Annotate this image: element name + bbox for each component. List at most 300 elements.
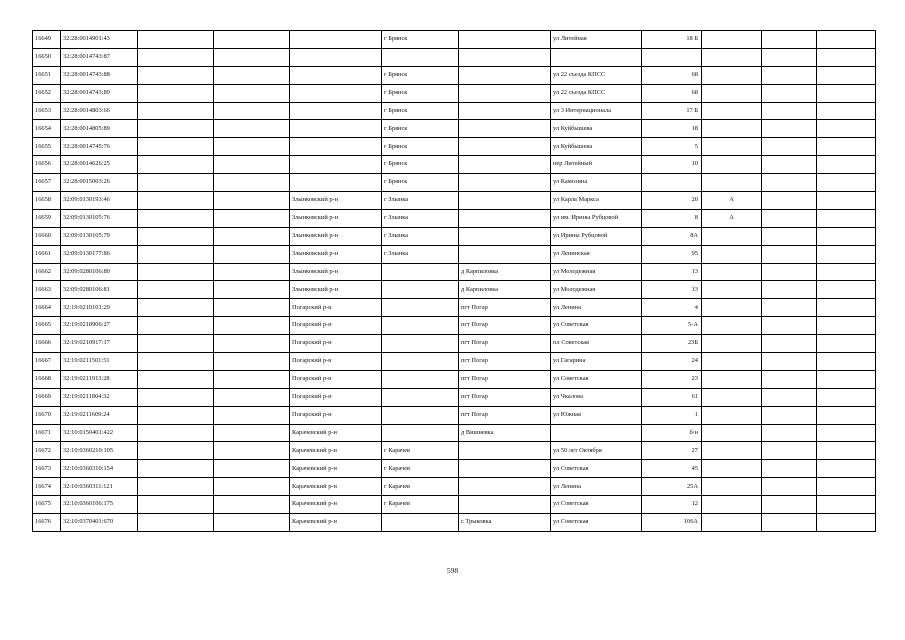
cell-city: г Злынка xyxy=(382,209,459,227)
table-row xyxy=(33,460,876,478)
cell-locality xyxy=(459,478,551,496)
cell-district: Погарский р-н xyxy=(290,353,382,371)
cell-letter xyxy=(702,102,762,120)
cell-city: г Брянск xyxy=(382,31,459,49)
cell-no: 16668 xyxy=(33,370,61,388)
cell-district xyxy=(290,48,382,66)
cell-street xyxy=(551,48,642,66)
cell-c12 xyxy=(817,496,876,514)
cell-c12 xyxy=(817,156,876,174)
cell-c4 xyxy=(214,442,290,460)
table-row xyxy=(33,156,876,174)
cell-c4 xyxy=(214,245,290,263)
cell-house xyxy=(642,48,702,66)
table-row xyxy=(33,245,876,263)
cell-c3 xyxy=(138,31,214,49)
cell-locality: пгт Погар xyxy=(459,370,551,388)
cell-district xyxy=(290,102,382,120)
cell-street: ул Советская xyxy=(551,514,642,532)
table-row xyxy=(33,424,876,442)
cell-locality xyxy=(459,209,551,227)
cell-district: Злынковский р-н xyxy=(290,192,382,210)
cell-letter xyxy=(702,138,762,156)
cell-city: г Карачев xyxy=(382,478,459,496)
cell-letter xyxy=(702,156,762,174)
cell-district: Погарский р-н xyxy=(290,388,382,406)
cell-c11 xyxy=(762,406,817,424)
cell-house: 8А xyxy=(642,227,702,245)
cell-c4 xyxy=(214,335,290,353)
cell-locality: пгт Погар xyxy=(459,317,551,335)
cell-cadastral: 32:09:0280106:80 xyxy=(61,263,138,281)
cell-c12 xyxy=(817,442,876,460)
table-row xyxy=(33,406,876,424)
cell-locality xyxy=(459,192,551,210)
cell-c4 xyxy=(214,227,290,245)
cell-c12 xyxy=(817,209,876,227)
cell-city: г Брянск xyxy=(382,84,459,102)
cell-no: 16651 xyxy=(33,66,61,84)
registry-table xyxy=(32,30,876,532)
cell-locality xyxy=(459,227,551,245)
cell-street xyxy=(551,424,642,442)
cell-no: 16659 xyxy=(33,209,61,227)
cell-locality: д Карпиловка xyxy=(459,263,551,281)
cell-c3 xyxy=(138,370,214,388)
cell-c12 xyxy=(817,299,876,317)
table-row xyxy=(33,496,876,514)
cell-street: ул Ленина xyxy=(551,299,642,317)
cell-letter xyxy=(702,317,762,335)
cell-street: ул 50 лет Октября xyxy=(551,442,642,460)
cell-district: Злынковский р-н xyxy=(290,245,382,263)
table-row xyxy=(33,227,876,245)
cell-c3 xyxy=(138,353,214,371)
cell-house: 25А xyxy=(642,478,702,496)
cell-c3 xyxy=(138,245,214,263)
table-row xyxy=(33,174,876,192)
cell-street: ул Куйбышева xyxy=(551,120,642,138)
cell-cadastral: 32:09:0130105:79 xyxy=(61,227,138,245)
cell-house: 13 xyxy=(642,263,702,281)
cell-district xyxy=(290,66,382,84)
cell-c12 xyxy=(817,120,876,138)
table-row xyxy=(33,514,876,532)
table-row xyxy=(33,66,876,84)
cell-c11 xyxy=(762,209,817,227)
cell-district: Злынковский р-н xyxy=(290,263,382,281)
cell-cadastral: 32:10:0370401:670 xyxy=(61,514,138,532)
cell-street: ул Советская xyxy=(551,460,642,478)
cell-c4 xyxy=(214,353,290,371)
cell-letter xyxy=(702,460,762,478)
cell-c12 xyxy=(817,388,876,406)
cell-street: ул Молодежная xyxy=(551,263,642,281)
cell-no: 16652 xyxy=(33,84,61,102)
cell-street: ул им. Ирины Рубцовой xyxy=(551,209,642,227)
cell-no: 16673 xyxy=(33,460,61,478)
cell-c11 xyxy=(762,245,817,263)
cell-c11 xyxy=(762,370,817,388)
cell-district: Карачевский р-н xyxy=(290,424,382,442)
table-row xyxy=(33,31,876,49)
cell-cadastral: 32:28:0014745:76 xyxy=(61,138,138,156)
cell-letter xyxy=(702,496,762,514)
cell-c3 xyxy=(138,478,214,496)
cell-c3 xyxy=(138,138,214,156)
cell-c11 xyxy=(762,299,817,317)
cell-district: Погарский р-н xyxy=(290,299,382,317)
cell-c12 xyxy=(817,84,876,102)
cell-locality: пгт Погар xyxy=(459,353,551,371)
cell-letter xyxy=(702,442,762,460)
cell-locality xyxy=(459,245,551,263)
cell-house: б/н xyxy=(642,424,702,442)
cell-house: 13 xyxy=(642,281,702,299)
cell-no: 16667 xyxy=(33,353,61,371)
cell-c12 xyxy=(817,245,876,263)
cell-c3 xyxy=(138,48,214,66)
cell-cadastral: 32:28:0014901:43 xyxy=(61,31,138,49)
cell-c3 xyxy=(138,442,214,460)
cell-cadastral: 32:28:0014626:25 xyxy=(61,156,138,174)
cell-letter xyxy=(702,406,762,424)
cell-c3 xyxy=(138,281,214,299)
cell-c11 xyxy=(762,460,817,478)
cell-cadastral: 32:19:0210906:27 xyxy=(61,317,138,335)
cell-c11 xyxy=(762,514,817,532)
cell-c12 xyxy=(817,281,876,299)
cell-c12 xyxy=(817,138,876,156)
cell-c12 xyxy=(817,514,876,532)
cell-district: Карачевский р-н xyxy=(290,514,382,532)
cell-locality: пгт Погар xyxy=(459,299,551,317)
cell-street: ул Советская xyxy=(551,317,642,335)
cell-cadastral: 32:09:0130193:46 xyxy=(61,192,138,210)
cell-no: 16665 xyxy=(33,317,61,335)
cell-c4 xyxy=(214,370,290,388)
table-row xyxy=(33,478,876,496)
cell-c12 xyxy=(817,370,876,388)
cell-letter xyxy=(702,335,762,353)
table-row xyxy=(33,209,876,227)
cell-street: ул Чкалова xyxy=(551,388,642,406)
cell-district xyxy=(290,31,382,49)
cell-city xyxy=(382,406,459,424)
cell-district xyxy=(290,174,382,192)
table-row xyxy=(33,263,876,281)
cell-street: ул Ленинская xyxy=(551,245,642,263)
cell-c11 xyxy=(762,317,817,335)
cell-letter xyxy=(702,120,762,138)
cell-c4 xyxy=(214,478,290,496)
cell-city xyxy=(382,335,459,353)
cell-letter xyxy=(702,263,762,281)
cell-city: г Брянск xyxy=(382,66,459,84)
cell-street: ул Ирины Рубцовой xyxy=(551,227,642,245)
cell-c4 xyxy=(214,66,290,84)
cell-c11 xyxy=(762,496,817,514)
cell-house: 18 xyxy=(642,120,702,138)
cell-locality xyxy=(459,102,551,120)
cell-house: 68 xyxy=(642,66,702,84)
cell-cadastral: 32:19:0210917:17 xyxy=(61,335,138,353)
cell-cadastral: 32:19:0211913:28 xyxy=(61,370,138,388)
cell-street: ул Литейная xyxy=(551,31,642,49)
cell-district: Злынковский р-н xyxy=(290,281,382,299)
cell-no: 16662 xyxy=(33,263,61,281)
cell-letter xyxy=(702,370,762,388)
cell-house: 18 Б xyxy=(642,31,702,49)
cell-c3 xyxy=(138,317,214,335)
cell-c12 xyxy=(817,174,876,192)
cell-c12 xyxy=(817,424,876,442)
cell-cadastral: 32:10:0360311:121 xyxy=(61,478,138,496)
cell-house: 5-А xyxy=(642,317,702,335)
cell-city: г Злынка xyxy=(382,245,459,263)
cell-locality: д Вишневка xyxy=(459,424,551,442)
cell-city: г Брянск xyxy=(382,174,459,192)
cell-c3 xyxy=(138,424,214,442)
cell-no: 16676 xyxy=(33,514,61,532)
cell-locality: пгт Погар xyxy=(459,335,551,353)
cell-house: 23 xyxy=(642,370,702,388)
cell-letter xyxy=(702,353,762,371)
cell-c12 xyxy=(817,263,876,281)
cell-c11 xyxy=(762,84,817,102)
cell-c4 xyxy=(214,317,290,335)
cell-c3 xyxy=(138,102,214,120)
cell-c12 xyxy=(817,31,876,49)
cell-cadastral: 32:28:0014743:87 xyxy=(61,48,138,66)
cell-c12 xyxy=(817,353,876,371)
cell-c4 xyxy=(214,174,290,192)
cell-street: ул Куйбышева xyxy=(551,138,642,156)
cell-c3 xyxy=(138,192,214,210)
cell-c3 xyxy=(138,66,214,84)
cell-house: 23Б xyxy=(642,335,702,353)
cell-letter: А xyxy=(702,192,762,210)
cell-cadastral: 32:10:0360210:105 xyxy=(61,442,138,460)
table-row xyxy=(33,317,876,335)
cell-house: 95 xyxy=(642,245,702,263)
cell-no: 16650 xyxy=(33,48,61,66)
cell-house: 45 xyxy=(642,460,702,478)
cell-street: ул 22 съезда КПСС xyxy=(551,84,642,102)
cell-c4 xyxy=(214,84,290,102)
cell-c4 xyxy=(214,31,290,49)
cell-c11 xyxy=(762,227,817,245)
cell-c11 xyxy=(762,31,817,49)
table-row xyxy=(33,299,876,317)
cell-city xyxy=(382,424,459,442)
cell-locality: пгт Погар xyxy=(459,388,551,406)
cell-city: г Злынка xyxy=(382,192,459,210)
cell-locality xyxy=(459,174,551,192)
cell-c3 xyxy=(138,209,214,227)
cell-city xyxy=(382,317,459,335)
cell-c3 xyxy=(138,460,214,478)
cell-no: 16661 xyxy=(33,245,61,263)
cell-no: 16669 xyxy=(33,388,61,406)
cell-c3 xyxy=(138,156,214,174)
cell-c4 xyxy=(214,192,290,210)
cell-district: Злынковский р-н xyxy=(290,209,382,227)
cell-house: 10 xyxy=(642,156,702,174)
cell-locality: с Трыковка xyxy=(459,514,551,532)
page-number: 598 xyxy=(446,566,459,575)
cell-city xyxy=(382,48,459,66)
cell-cadastral: 32:10:0150401:422 xyxy=(61,424,138,442)
cell-no: 16656 xyxy=(33,156,61,174)
cell-letter xyxy=(702,478,762,496)
cell-city xyxy=(382,514,459,532)
cell-c12 xyxy=(817,192,876,210)
cell-c3 xyxy=(138,263,214,281)
table-row xyxy=(33,442,876,460)
cell-cadastral: 32:19:0210101:29 xyxy=(61,299,138,317)
cell-cadastral: 32:09:0130177:86 xyxy=(61,245,138,263)
cell-cadastral: 32:28:0014743:89 xyxy=(61,84,138,102)
cell-locality xyxy=(459,442,551,460)
cell-district xyxy=(290,84,382,102)
cell-c3 xyxy=(138,174,214,192)
cell-district: Погарский р-н xyxy=(290,406,382,424)
cell-no: 16664 xyxy=(33,299,61,317)
cell-no: 16657 xyxy=(33,174,61,192)
cell-no: 16671 xyxy=(33,424,61,442)
cell-street: ул Молодежная xyxy=(551,281,642,299)
cell-c4 xyxy=(214,424,290,442)
cell-c11 xyxy=(762,263,817,281)
cell-c4 xyxy=(214,138,290,156)
cell-letter xyxy=(702,227,762,245)
cell-city xyxy=(382,370,459,388)
cell-c11 xyxy=(762,48,817,66)
cell-city: г Карачев xyxy=(382,460,459,478)
cell-c3 xyxy=(138,84,214,102)
cell-c11 xyxy=(762,120,817,138)
cell-c4 xyxy=(214,102,290,120)
cell-cadastral: 32:09:0280106:81 xyxy=(61,281,138,299)
cell-c11 xyxy=(762,102,817,120)
cell-house: 27 xyxy=(642,442,702,460)
cell-house: 106А xyxy=(642,514,702,532)
cell-c12 xyxy=(817,478,876,496)
cell-c4 xyxy=(214,156,290,174)
cell-c11 xyxy=(762,156,817,174)
cell-street: ул Советская xyxy=(551,496,642,514)
cell-no: 16675 xyxy=(33,496,61,514)
cell-locality: д Карпиловка xyxy=(459,281,551,299)
cell-city: г Брянск xyxy=(382,156,459,174)
cell-house: 1 xyxy=(642,406,702,424)
cell-no: 16672 xyxy=(33,442,61,460)
cell-house: 8 xyxy=(642,209,702,227)
table-row xyxy=(33,370,876,388)
cell-c11 xyxy=(762,66,817,84)
cell-letter xyxy=(702,84,762,102)
table-row xyxy=(33,102,876,120)
cell-c3 xyxy=(138,335,214,353)
table-row xyxy=(33,388,876,406)
cell-cadastral: 32:10:0360310:154 xyxy=(61,460,138,478)
cell-house: 61 xyxy=(642,388,702,406)
cell-district: Злынковский р-н xyxy=(290,227,382,245)
cell-district: Погарский р-н xyxy=(290,335,382,353)
cell-no: 16655 xyxy=(33,138,61,156)
cell-c4 xyxy=(214,263,290,281)
cell-c12 xyxy=(817,48,876,66)
cell-no: 16660 xyxy=(33,227,61,245)
cell-street: ул Ленина xyxy=(551,478,642,496)
cell-no: 16658 xyxy=(33,192,61,210)
cell-c3 xyxy=(138,496,214,514)
cell-c4 xyxy=(214,299,290,317)
cell-house: 5 xyxy=(642,138,702,156)
cell-street: ул 3 Интернационала xyxy=(551,102,642,120)
cell-c11 xyxy=(762,478,817,496)
cell-city: г Брянск xyxy=(382,138,459,156)
cell-street: ул Камозина xyxy=(551,174,642,192)
table-row xyxy=(33,281,876,299)
cell-locality xyxy=(459,84,551,102)
cell-no: 16653 xyxy=(33,102,61,120)
cell-c4 xyxy=(214,460,290,478)
cell-locality xyxy=(459,48,551,66)
cell-letter: А xyxy=(702,209,762,227)
cell-letter xyxy=(702,66,762,84)
cell-c3 xyxy=(138,227,214,245)
cell-locality xyxy=(459,120,551,138)
cell-city xyxy=(382,281,459,299)
cell-c11 xyxy=(762,281,817,299)
cell-c11 xyxy=(762,442,817,460)
cell-city xyxy=(382,388,459,406)
cell-c4 xyxy=(214,281,290,299)
cell-house xyxy=(642,174,702,192)
cell-cadastral: 32:28:0014803:66 xyxy=(61,102,138,120)
cell-letter xyxy=(702,388,762,406)
cell-city xyxy=(382,263,459,281)
cell-c12 xyxy=(817,335,876,353)
cell-street: пер Литейный xyxy=(551,156,642,174)
cell-cadastral: 32:19:0211501:51 xyxy=(61,353,138,371)
cell-cadastral: 32:28:0014805:89 xyxy=(61,120,138,138)
cell-district: Карачевский р-н xyxy=(290,460,382,478)
cell-c12 xyxy=(817,317,876,335)
cell-locality: пгт Погар xyxy=(459,406,551,424)
cell-locality xyxy=(459,496,551,514)
cell-c12 xyxy=(817,227,876,245)
cell-house: 68 xyxy=(642,84,702,102)
cell-c3 xyxy=(138,514,214,532)
cell-cadastral: 32:19:0211804:32 xyxy=(61,388,138,406)
cell-city xyxy=(382,353,459,371)
cell-c4 xyxy=(214,120,290,138)
cell-letter xyxy=(702,424,762,442)
cell-district: Карачевский р-н xyxy=(290,478,382,496)
table-row xyxy=(33,138,876,156)
cell-cadastral: 32:09:0130105:76 xyxy=(61,209,138,227)
cell-c4 xyxy=(214,388,290,406)
cell-district xyxy=(290,156,382,174)
table-row xyxy=(33,192,876,210)
cell-house: 12 xyxy=(642,496,702,514)
cell-c11 xyxy=(762,138,817,156)
cell-c12 xyxy=(817,102,876,120)
cell-letter xyxy=(702,245,762,263)
